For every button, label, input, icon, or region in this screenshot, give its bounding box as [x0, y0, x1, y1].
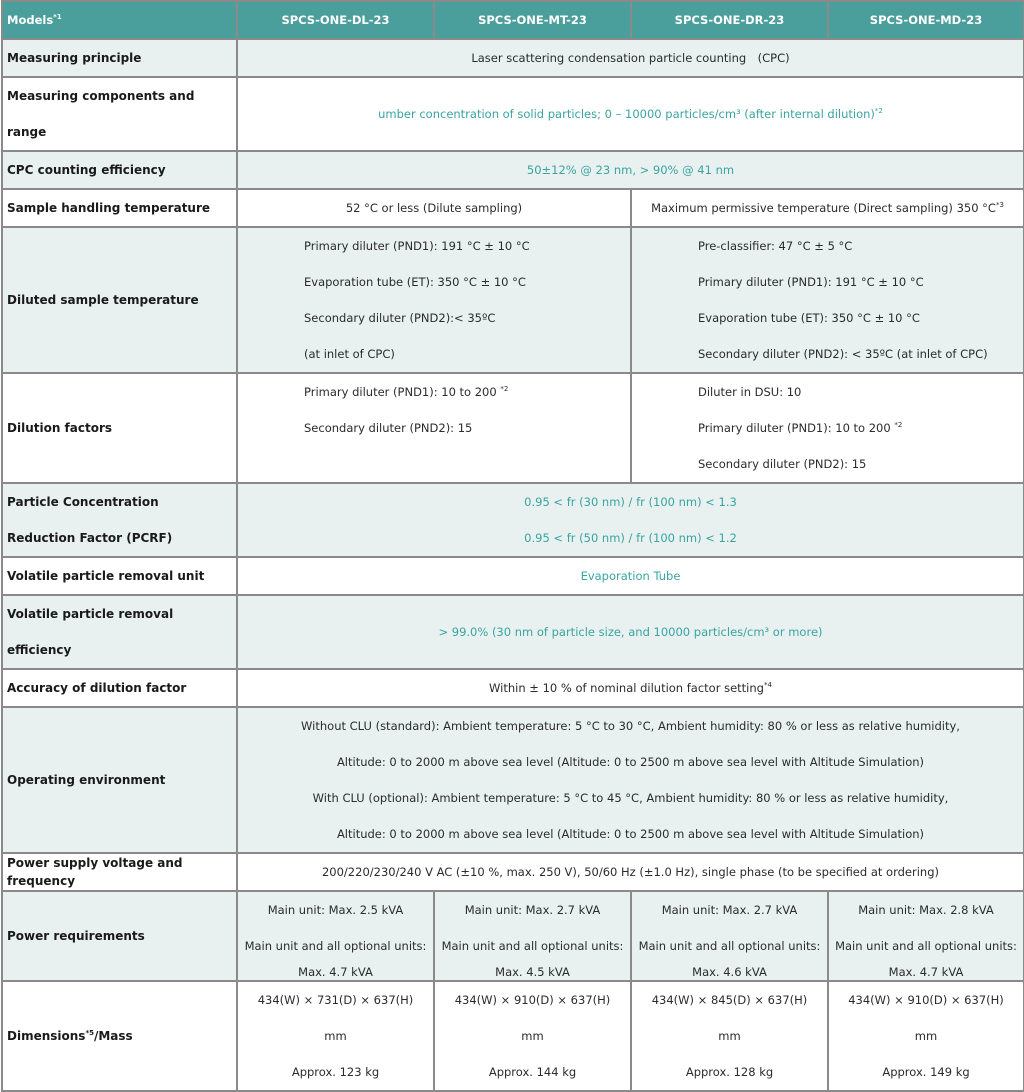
row-label: Volatile particle removal efficiency: [2, 595, 237, 669]
power-max: Max. 4.7 kVA: [298, 965, 373, 979]
mass-text: Approx. 128 kg: [685, 1065, 774, 1079]
dimensions-cell-4: [828, 981, 1024, 1091]
list-item: Secondary diluter (PND2): 15: [304, 421, 473, 435]
power-cell-1: [237, 891, 434, 981]
mass-text: Approx. 144 kg: [488, 1065, 577, 1079]
handling-temp-left: 52 °C or less (Dilute sampling): [237, 189, 631, 227]
list-item: Diluter in DSU: 10: [698, 385, 802, 399]
power-main: Main unit: Max. 2.7 kVA: [661, 903, 798, 917]
mass-text: Approx. 123 kg: [291, 1065, 380, 1079]
row-label: [2, 483, 237, 557]
handling-temp-right-text: Maximum permissive temperature (Direct sampling) 350 °C: [651, 201, 996, 215]
dimensions-cell-1: [237, 981, 434, 1091]
operating-value: [237, 707, 1024, 853]
footnote-mark: *2: [894, 421, 903, 430]
row-label: Measuring principle: [2, 39, 237, 77]
power-main: Main unit: Max. 2.5 kVA: [267, 903, 404, 917]
power-cell-4: [828, 891, 1024, 981]
list-item: Primary diluter (PND1): 191 °C ± 10 °C: [304, 239, 530, 253]
list-item: [304, 374, 626, 410]
table-row: [2, 707, 1024, 853]
dimensions-cell-2: [434, 981, 631, 1091]
list-item: (at inlet of CPC): [304, 347, 395, 361]
power-all: Main unit and all optional units:: [441, 939, 624, 953]
dimensions-text: 434(W) × 731(D) × 637(H): [257, 993, 414, 1007]
list-item: Altitude: 0 to 2000 m above sea level (Altitude: 0 to 2500 m above sea level with Altitude Simulation): [336, 755, 925, 769]
dilution-right-2: Primary diluter (PND1): 10 to 200: [698, 421, 891, 435]
spec-table: [1, 0, 1024, 1092]
dimensions-unit: mm: [914, 1029, 938, 1043]
measuring-components-value: [237, 77, 1024, 151]
model-column-1: SPCS-ONE-DL-23: [237, 1, 434, 39]
table-row: [2, 595, 1024, 669]
dilution-left-1: Primary diluter (PND1): 10 to 200: [304, 385, 497, 399]
list-item: With CLU (optional): Ambient temperature: 5 °C to 45 °C, Ambient humidity: 80 % or less as relative humidity,: [312, 791, 949, 805]
table-row: [2, 557, 1024, 595]
pcrf-value-2: 0.95 < fr (50 nm) / fr (100 nm) < 1.2: [524, 531, 737, 545]
power-supply-value: 200/220/230/240 V AC (±10 %, max. 250 V), 50/60 Hz (±1.0 Hz), single phase (to be specified at ordering): [237, 853, 1024, 891]
list-item: [698, 410, 1019, 446]
models-label: Models: [7, 13, 54, 27]
dimensions-text: 434(W) × 845(D) × 637(H): [651, 993, 808, 1007]
cpc-efficiency-value: 50±12% @ 23 nm, > 90% @ 41 nm: [237, 151, 1024, 189]
list-item: Evaporation tube (ET): 350 °C ± 10 °C: [304, 275, 526, 289]
row-label: Diluted sample temperature: [2, 227, 237, 373]
vpr-unit-value: Evaporation Tube: [237, 557, 1024, 595]
list-item: Secondary diluter (PND2):< 35ºC: [304, 311, 496, 325]
dimensions-label-suffix: /Mass: [93, 1029, 133, 1043]
row-label: Power supply voltage and frequency: [2, 853, 237, 891]
pcrf-value-1: 0.95 < fr (30 nm) / fr (100 nm) < 1.3: [524, 495, 737, 509]
model-column-3: SPCS-ONE-DR-23: [631, 1, 828, 39]
power-main: Main unit: Max. 2.7 kVA: [464, 903, 601, 917]
table-row: [2, 853, 1024, 891]
row-label: Accuracy of dilution factor: [2, 669, 237, 707]
measuring-principle-value: Laser scattering condensation particle counting (CPC): [237, 39, 1024, 77]
table-row: [2, 151, 1024, 189]
models-note: *1: [53, 13, 62, 22]
row-label: Power requirements: [2, 891, 237, 981]
table-row: [2, 669, 1024, 707]
footnote-mark: *3: [995, 201, 1004, 210]
model-column-2: SPCS-ONE-MT-23: [434, 1, 631, 39]
pcrf-value: [237, 483, 1024, 557]
pcrf-label-2: Reduction Factor (PCRF): [7, 531, 173, 545]
dimensions-label: Dimensions: [7, 1029, 86, 1043]
power-main: Main unit: Max. 2.8 kVA: [858, 903, 994, 917]
dimensions-unit: mm: [718, 1029, 741, 1043]
power-all: Main unit and all optional units:: [638, 939, 821, 953]
table-row: [2, 227, 1024, 373]
list-item: Primary diluter (PND1): 191 °C ± 10 °C: [698, 275, 924, 289]
list-item: Pre-classifier: 47 °C ± 5 °C: [698, 239, 853, 253]
power-cell-3: [631, 891, 828, 981]
table-row: [2, 981, 1024, 1091]
list-item: Secondary diluter (PND2): 15: [698, 457, 867, 471]
power-all: Main unit and all optional units:: [835, 939, 1017, 953]
dimensions-cell-3: [631, 981, 828, 1091]
diluted-temp-left: [237, 227, 631, 373]
model-column-4: SPCS-ONE-MD-23: [828, 1, 1024, 39]
mass-text: Approx. 149 kg: [882, 1065, 970, 1079]
header-row: [2, 1, 1024, 39]
power-cell-2: [434, 891, 631, 981]
dilution-left: [237, 373, 631, 483]
dilution-right: [631, 373, 1024, 483]
diluted-temp-right: [631, 227, 1024, 373]
accuracy-value: [237, 669, 1024, 707]
row-label: CPC counting efficiency: [2, 151, 237, 189]
vpr-efficiency-value: > 99.0% (30 nm of particle size, and 10000 particles/cm³ or more): [237, 595, 1024, 669]
footnote-mark: *4: [763, 681, 772, 690]
models-header: [2, 1, 237, 39]
footnote-mark: *2: [874, 107, 883, 116]
table-row: [2, 77, 1024, 151]
power-max: Max. 4.5 kVA: [495, 965, 570, 979]
power-all: Main unit and all optional units:: [244, 939, 427, 953]
list-item: Without CLU (standard): Ambient temperature: 5 °C to 30 °C, Ambient humidity: 80 % or less as relative humidity,: [301, 719, 960, 733]
table-row: [2, 483, 1024, 557]
row-label: Measuring components and range: [2, 77, 237, 151]
dimensions-unit: mm: [324, 1029, 347, 1043]
dimensions-unit: mm: [521, 1029, 544, 1043]
power-max: Max. 4.6 kVA: [692, 965, 767, 979]
row-label: [2, 981, 237, 1091]
table-row: [2, 891, 1024, 981]
row-label: Sample handling temperature: [2, 189, 237, 227]
handling-temp-right: [631, 189, 1024, 227]
table-row: [2, 39, 1024, 77]
pcrf-label-1: Particle Concentration: [7, 495, 159, 509]
list-item: Evaporation tube (ET): 350 °C ± 10 °C: [698, 311, 920, 325]
dimensions-text: 434(W) × 910(D) × 637(H): [848, 993, 1004, 1007]
table-row: [2, 373, 1024, 483]
footnote-mark: *2: [500, 385, 509, 394]
list-item: Altitude: 0 to 2000 m above sea level (Altitude: 0 to 2500 m above sea level with Altitude Simulation): [336, 827, 925, 841]
row-label: Dilution factors: [2, 373, 237, 483]
row-label: Volatile particle removal unit: [2, 557, 237, 595]
components-text: umber concentration of solid particles; 0 – 10000 particles/cm³ (after internal dilution): [378, 107, 875, 121]
dimensions-text: 434(W) × 910(D) × 637(H): [454, 993, 611, 1007]
power-max: Max. 4.7 kVA: [888, 965, 964, 979]
footnote-mark: *5: [85, 1029, 94, 1037]
accuracy-text: Within ± 10 % of nominal dilution factor setting: [489, 681, 764, 695]
row-label: Operating environment: [2, 707, 237, 853]
list-item: Secondary diluter (PND2): < 35ºC (at inlet of CPC): [698, 347, 988, 361]
table-row: [2, 189, 1024, 227]
